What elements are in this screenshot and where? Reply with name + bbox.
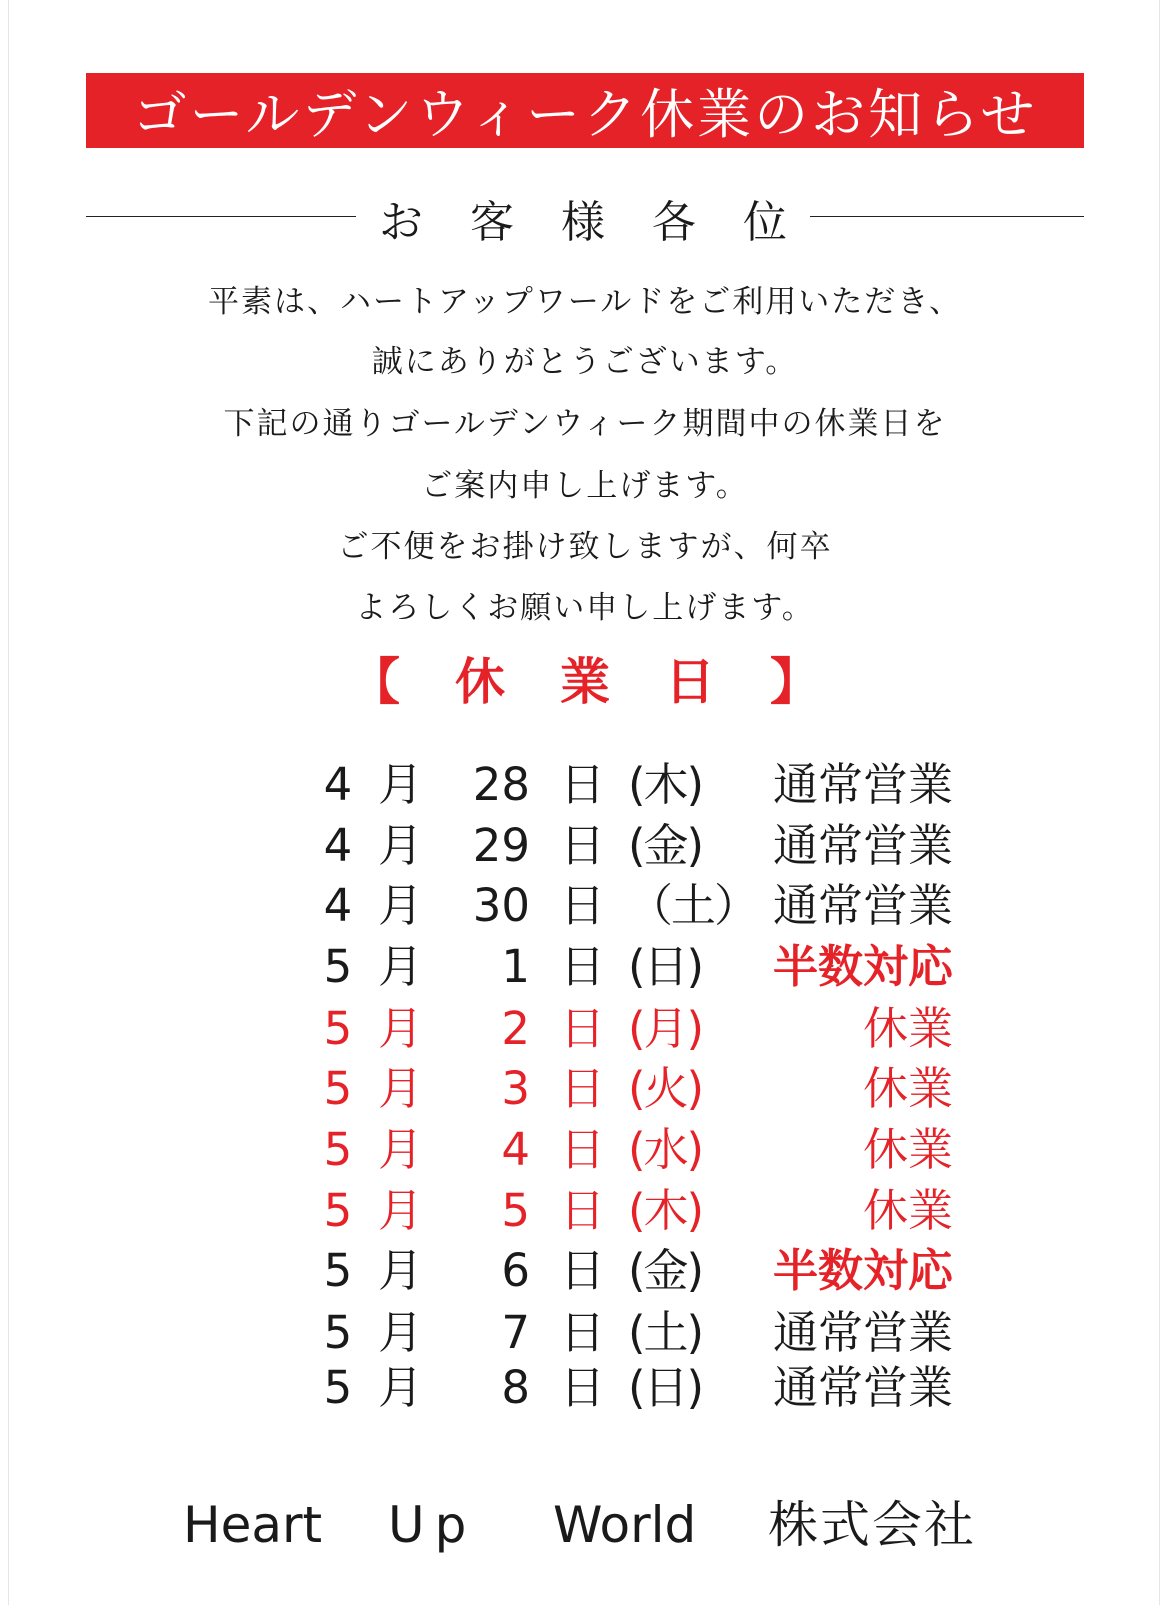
schedule-status: 通常営業	[772, 758, 953, 811]
schedule-day-label: 日	[560, 819, 606, 872]
body-line-1: 平素は、ハートアップワールドをご利用いただき、	[207, 284, 963, 320]
company-name	[183, 1490, 1003, 1560]
schedule-day: 6	[501, 1244, 530, 1297]
schedule-day-label: 日	[560, 1002, 606, 1055]
schedule-day-label: 日	[560, 1361, 606, 1414]
schedule-month-label: 月	[378, 1361, 424, 1414]
schedule-row	[0, 815, 1170, 877]
schedule-month: 4	[323, 819, 353, 872]
schedule-month-label: 月	[378, 758, 424, 811]
schedule-month: 5	[323, 1244, 353, 1297]
schedule-month-label: 月	[378, 819, 424, 872]
schedule-month-label: 月	[378, 1002, 424, 1055]
schedule-month: 5	[323, 940, 353, 993]
schedule-day: 1	[501, 940, 530, 993]
schedule-day-label: 日	[560, 1062, 606, 1115]
schedule-row	[0, 998, 1170, 1060]
schedule-weekday: (日)	[628, 940, 703, 993]
schedule-month-label: 月	[378, 940, 424, 993]
schedule-weekday: (金)	[628, 1244, 703, 1297]
company-part-heart: Heart	[183, 1496, 323, 1554]
schedule-weekday: (火)	[628, 1062, 703, 1115]
schedule-status: 休業	[862, 1062, 953, 1115]
heading-char-2: 業	[560, 652, 610, 711]
company-part-world: World	[553, 1496, 697, 1554]
schedule-row	[0, 1119, 1170, 1181]
schedule-month-label: 月	[378, 1244, 424, 1297]
body-line-6: よろしくお願い申し上げます。	[355, 590, 815, 626]
schedule-weekday: (日)	[628, 1361, 703, 1414]
schedule-day: 8	[501, 1361, 530, 1414]
schedule-month-label: 月	[378, 1306, 424, 1359]
schedule-day: 2	[501, 1002, 530, 1055]
schedule-row	[0, 1058, 1170, 1120]
schedule-day: 29	[472, 819, 530, 872]
body-line-3: 下記の通りゴールデンウィーク期間中の休業日を	[223, 406, 947, 442]
schedule-row	[0, 875, 1170, 937]
schedule-status: 半数対応	[772, 940, 953, 993]
schedule-row	[0, 754, 1170, 816]
schedule-row	[0, 1240, 1170, 1302]
schedule-status: 休業	[862, 1002, 953, 1055]
schedule-month: 5	[323, 1123, 353, 1176]
notice-title: ゴールデンウィーク休業のお知らせ	[132, 83, 1038, 146]
schedule-day: 3	[501, 1062, 530, 1115]
schedule-weekday: (水)	[628, 1123, 703, 1176]
schedule-row	[0, 1357, 1170, 1419]
schedule-month-label: 月	[378, 1123, 424, 1176]
schedule-day-label: 日	[560, 1244, 606, 1297]
body-line-2: 誠にありがとうございます。	[371, 344, 799, 380]
heading-char-1: 休	[455, 652, 505, 711]
schedule-status: 半数対応	[772, 1244, 953, 1297]
heading-open-bracket: 【	[350, 652, 400, 711]
schedule-month: 5	[323, 1184, 353, 1237]
schedule-day-label: 日	[560, 758, 606, 811]
schedule-day-label: 日	[560, 1306, 606, 1359]
schedule-month-label: 月	[378, 1062, 424, 1115]
greeting-text: お客様各位	[379, 197, 834, 248]
schedule-status: 通常営業	[772, 879, 953, 932]
schedule-month: 5	[323, 1306, 353, 1359]
body-line-4: ご案内申し上げます。	[421, 468, 749, 504]
schedule-status: 通常営業	[772, 819, 953, 872]
schedule-status: 通常営業	[772, 1361, 953, 1414]
schedule-row	[0, 1180, 1170, 1242]
schedule-day: 4	[501, 1123, 530, 1176]
heading-char-3: 日	[665, 652, 715, 711]
schedule-status: 通常営業	[772, 1306, 953, 1359]
schedule-day: 28	[472, 758, 530, 811]
schedule-day: 30	[472, 879, 530, 932]
schedule-day-label: 日	[560, 1184, 606, 1237]
company-part-up: Up	[388, 1496, 477, 1554]
schedule-month-label: 月	[378, 1184, 424, 1237]
schedule-month: 4	[323, 758, 353, 811]
schedule-month-label: 月	[378, 879, 424, 932]
schedule-weekday: (木)	[628, 758, 703, 811]
schedule-day-label: 日	[560, 1123, 606, 1176]
schedule-weekday: (土)	[628, 1306, 703, 1359]
schedule-weekday: (木)	[628, 1184, 703, 1237]
schedule-month: 4	[323, 879, 353, 932]
schedule-status: 休業	[862, 1184, 953, 1237]
body-line-5: ご不便をお掛け致しますが、何卒	[337, 529, 833, 565]
schedule-month: 5	[323, 1361, 353, 1414]
schedule-status: 休業	[862, 1123, 953, 1176]
schedule-weekday: （土）	[628, 879, 758, 932]
schedule-weekday: (月)	[628, 1002, 703, 1055]
schedule-row	[0, 1302, 1170, 1364]
schedule-day-label: 日	[560, 940, 606, 993]
schedule-day-label: 日	[560, 879, 606, 932]
schedule-weekday: (金)	[628, 819, 703, 872]
heading-close-bracket: 】	[770, 652, 820, 711]
schedule-day: 5	[501, 1184, 530, 1237]
schedule-day: 7	[501, 1306, 530, 1359]
schedule-month: 5	[323, 1062, 353, 1115]
company-part-kabushikigaisha: 株式会社	[768, 1496, 976, 1554]
schedule-month: 5	[323, 1002, 353, 1055]
schedule-row	[0, 936, 1170, 998]
